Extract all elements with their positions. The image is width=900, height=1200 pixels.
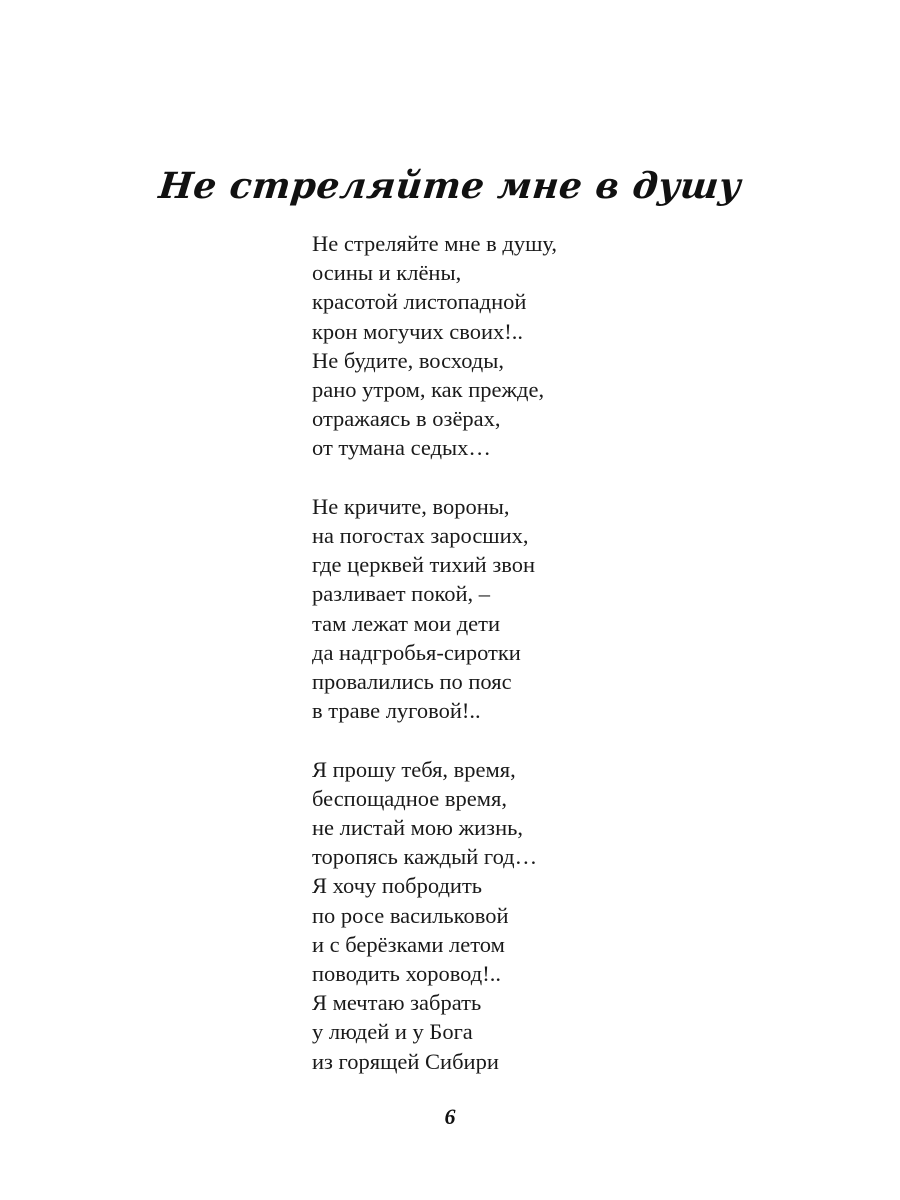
poem-line: Не кричите, вороны, [312,493,510,519]
poem-line: Я мечтаю забрать [312,990,482,1016]
page-number: 6 [444,1104,456,1129]
stanza-2 [312,492,712,726]
poem-line: Не будите, восходы, [312,347,504,373]
poem-line: и с берёзками летом [312,931,505,957]
poem-line: отражаясь в озёрах, [312,406,501,432]
poem-line: рано утром, как прежде, [312,377,545,403]
poem-line: Я хочу побродить [312,873,483,899]
poem-line: беспощадное время, [312,785,507,811]
poem-line: торопясь каждый год… [312,844,538,870]
poem-line: по росе васильковой [312,902,509,928]
poem-line: красотой листопадной [312,289,527,315]
poem-line: да надгробья-сиротки [312,639,521,665]
poem-line: там лежат мои дети [312,610,501,636]
stanza-1 [312,229,712,463]
poem-line: Я прошу тебя, время, [312,756,516,782]
poem-line: из горящей Сибири [312,1048,499,1074]
poem-line: на погостах заросших, [312,523,529,549]
poem-line: разливает покой, – [312,581,491,607]
poem-line: крон могучих своих!.. [312,318,524,344]
poem-line: не листай мою жизнь, [312,815,523,841]
poem-line: в траве луговой!.. [312,698,481,724]
poem-line: осины и клёны, [312,260,462,286]
poem-line: где церквей тихий звон [312,552,536,578]
poem-line: у людей и у Бога [312,1019,473,1045]
poem-line: поводить хоровод!.. [312,961,501,987]
poem-body [312,229,712,1076]
stanza-3 [312,755,712,1076]
poem-line: Не стреляйте мне в душу, [312,231,558,256]
poem-line: от тумана седых… [312,435,491,461]
poem-line: провалились по пояс [312,669,512,695]
poem-title: Не стреляйте мне в душу [156,165,744,207]
